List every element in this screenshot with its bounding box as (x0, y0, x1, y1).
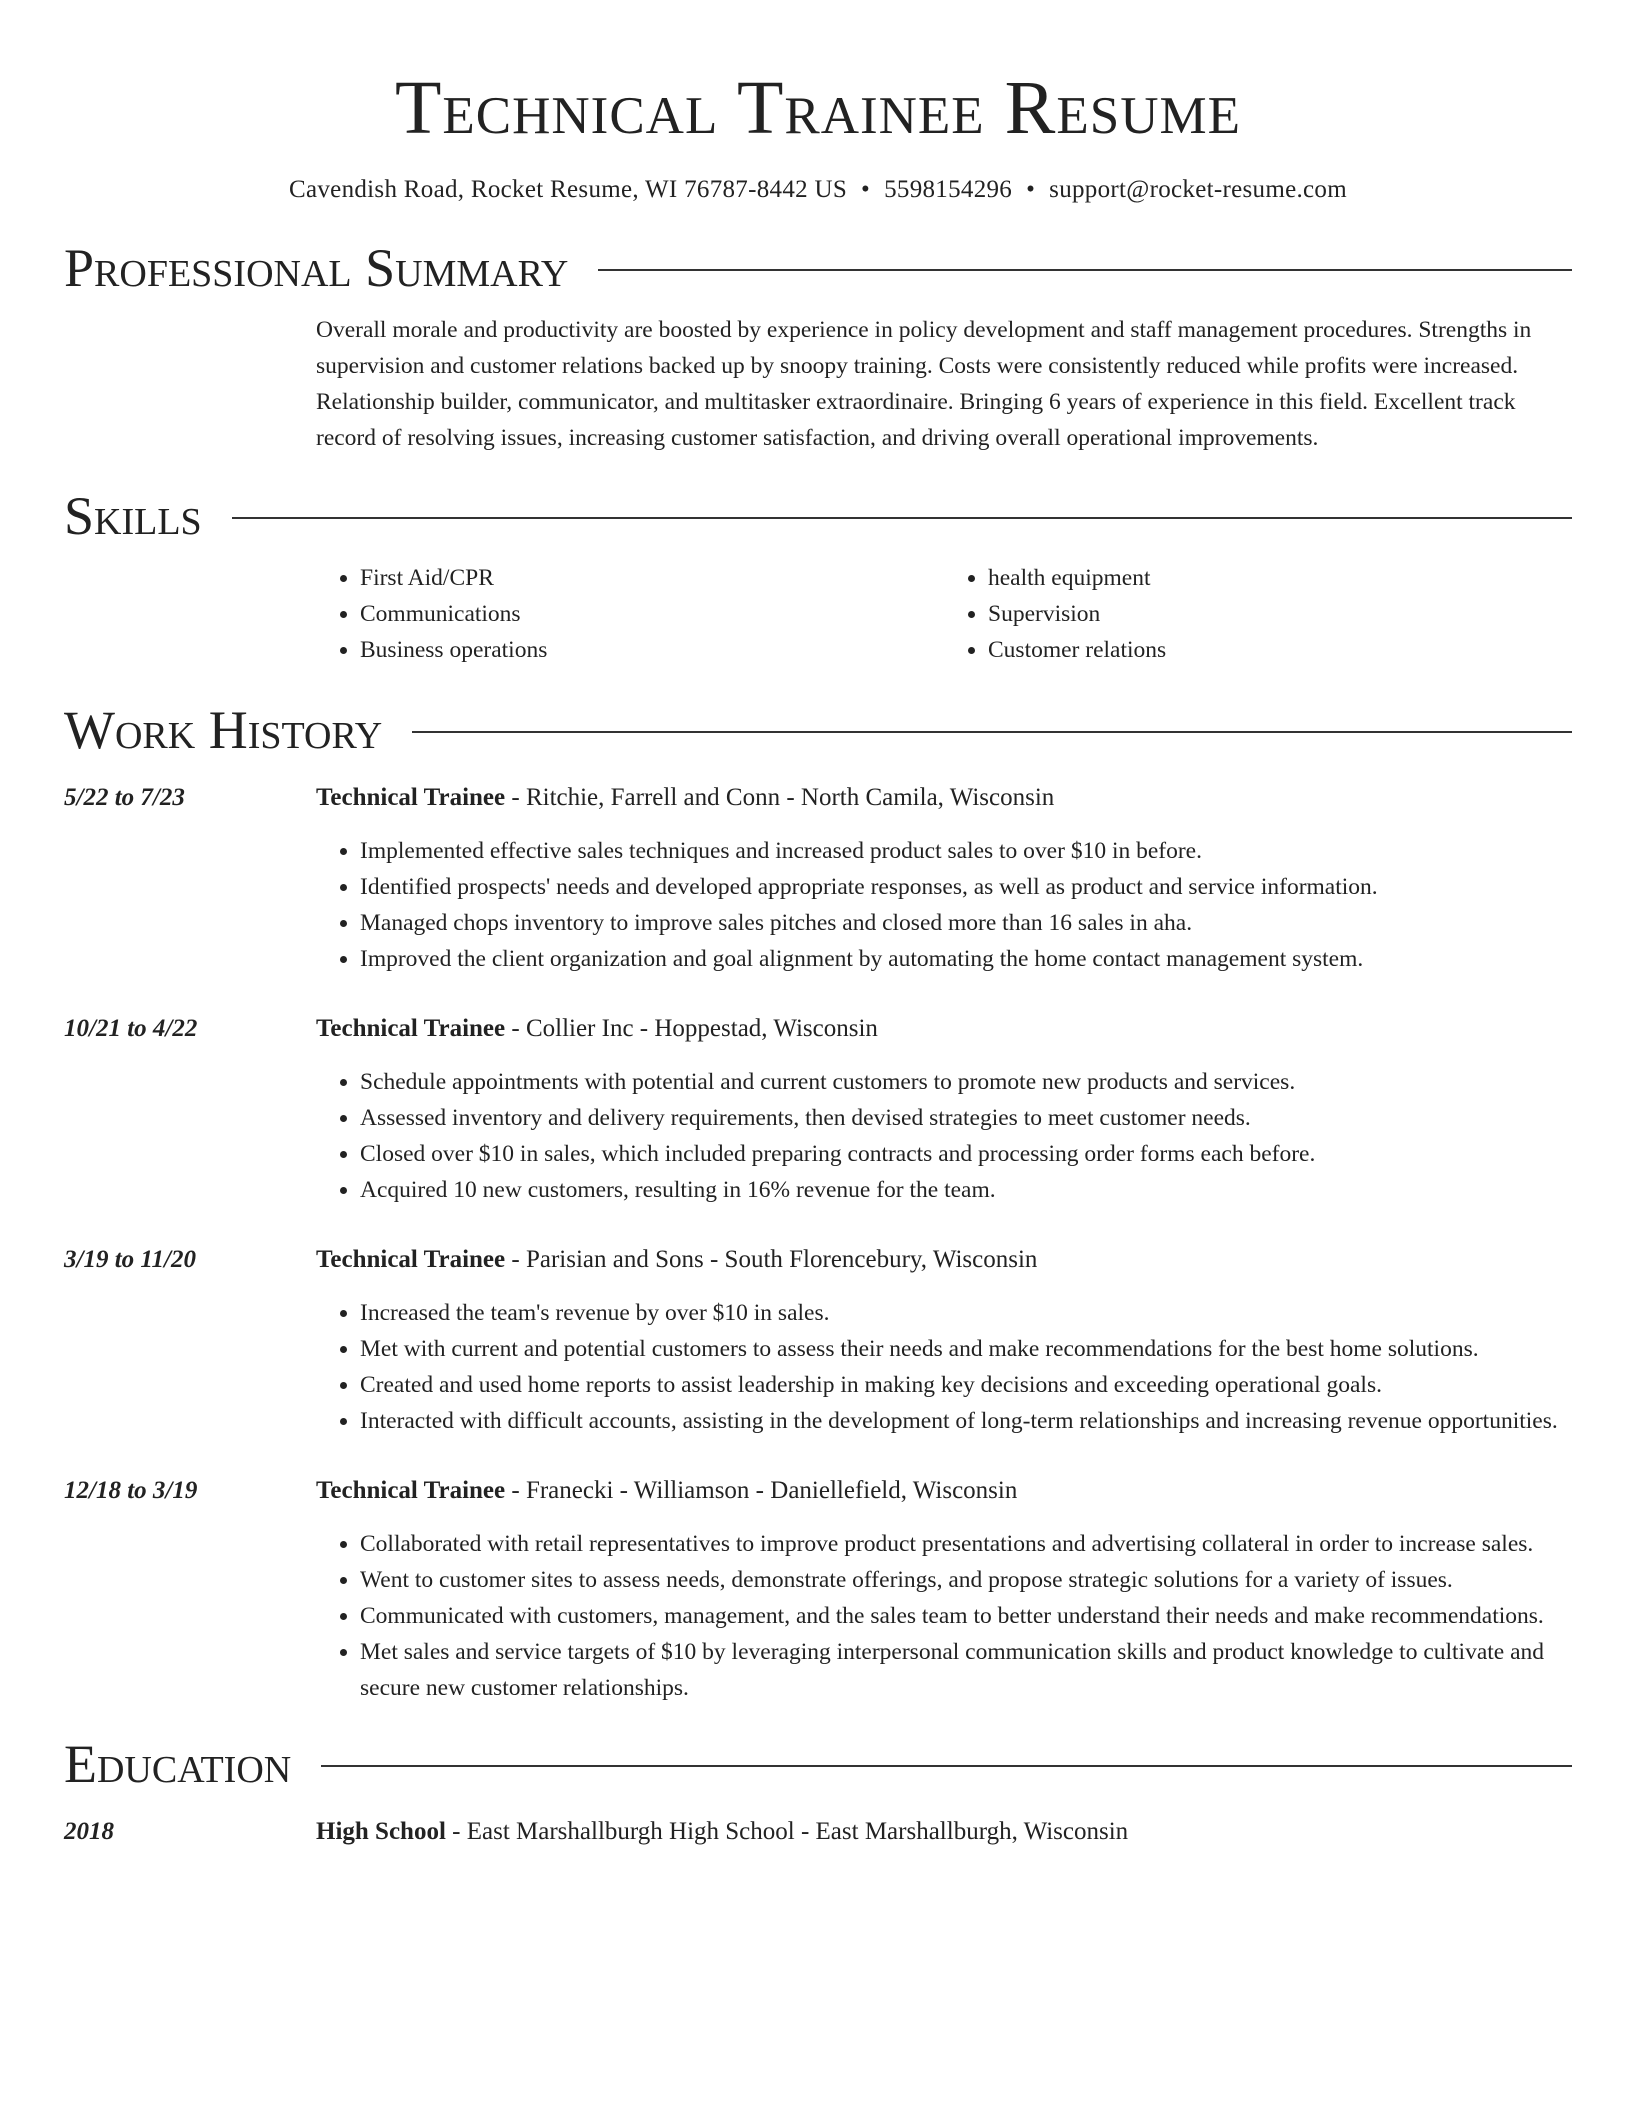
job-entry (64, 1242, 1572, 1439)
contact-separator: • (861, 176, 871, 203)
contact-separator: • (1026, 176, 1036, 203)
job-bullet: • Went to customer sites to assess needs, demonstrate offerings, and propose strategic solutions for a variety of issues. (360, 1562, 1572, 1598)
job-employer: - Franecki - Williamson - Daniellefield, Wisconsin (505, 1477, 1018, 1504)
section-divider (598, 269, 1572, 271)
education-year: 2018 (64, 1818, 114, 1845)
summary-text: Overall morale and productivity are boosted by experience in policy development and staff management procedures. Strengths in supervision and customer relations backed up by snoopy training. Costs were consistently reduced while profits were increased. Relationship builder, communicator, and multitasker extraordinaire. Bringing 6 years of experience in this field. Excellent track record of resolving issues, increasing customer satisfaction, and driving overall operational improvements. (316, 317, 1532, 451)
job-entry (64, 1473, 1572, 1706)
job-bullet: • Interacted with difficult accounts, assisting in the development of long-term relationships and increasing revenue opportunities. (360, 1403, 1572, 1439)
resume-page (64, 0, 1572, 1850)
job-title: Technical Trainee (316, 1477, 506, 1504)
contact-phone: 5598154296 (884, 176, 1013, 203)
skill-item: • health equipment (988, 560, 1572, 596)
skill-item: • First Aid/CPR (360, 560, 944, 596)
skill-item: • Business operations (360, 632, 944, 668)
work-section-header (64, 698, 1572, 762)
skills-grid (316, 560, 1572, 668)
section-title-skills: Skills (64, 486, 202, 546)
job-employer: - Collier Inc - Hoppestad, Wisconsin (505, 1015, 878, 1042)
job-bullet: • Assessed inventory and delivery requirements, then devised strategies to meet customer needs. (360, 1100, 1572, 1136)
job-body (316, 1242, 1572, 1439)
job-bullet: • Implemented effective sales techniques and increased product sales to over $10 in before. (360, 833, 1572, 869)
section-divider (412, 731, 1572, 733)
skills-content (316, 560, 1572, 668)
job-title: Technical Trainee (316, 1246, 506, 1273)
job-bullet: • Collaborated with retail representatives to improve product presentations and advertising collateral in order to increase sales. (360, 1526, 1572, 1562)
education-entry (64, 1814, 1572, 1850)
job-bullet: • Identified prospects' needs and developed appropriate responses, as well as product and service information. (360, 869, 1572, 905)
section-title-education: Education (64, 1734, 292, 1794)
job-dates: 5/22 to 7/23 (64, 784, 185, 811)
resume-name: Technical Trainee Resume (394, 66, 1241, 150)
skill-item: • Supervision (988, 596, 1572, 632)
summary-content (316, 312, 1572, 456)
job-body (316, 1011, 1572, 1208)
job-heading (316, 1242, 1572, 1278)
job-body (316, 1473, 1572, 1706)
job-entry (64, 780, 1572, 977)
job-bullets (316, 833, 1572, 977)
job-heading (316, 1473, 1572, 1509)
job-bullet: • Increased the team's revenue by over $10 in sales. (360, 1295, 1572, 1331)
job-bullet: • Met with current and potential customers to assess their needs and make recommendations for the best home solutions. (360, 1331, 1572, 1367)
job-bullets (316, 1526, 1572, 1706)
skills-column-left (316, 560, 944, 668)
job-dates: 10/21 to 4/22 (64, 1015, 198, 1042)
skills-column-right (944, 560, 1572, 668)
skill-item: • Customer relations (988, 632, 1572, 668)
education-degree: High School (316, 1818, 446, 1845)
skill-item: • Communications (360, 596, 944, 632)
section-title-summary: Professional Summary (64, 238, 569, 298)
job-body (316, 780, 1572, 977)
job-bullet: • Managed chops inventory to improve sales pitches and closed more than 16 sales in aha. (360, 905, 1572, 941)
section-title-work: Work History (64, 700, 383, 760)
education-school: - East Marshallburgh High School - East Marshallburgh, Wisconsin (445, 1818, 1129, 1845)
summary-section-header (64, 236, 1572, 300)
job-bullet: • Schedule appointments with potential and current customers to promote new products and services. (360, 1064, 1572, 1100)
job-heading (316, 780, 1572, 816)
job-dates: 3/19 to 11/20 (64, 1246, 196, 1273)
education-section-header (64, 1732, 1572, 1796)
contact-email: support@rocket-resume.com (1049, 176, 1347, 203)
job-heading (316, 1011, 1572, 1047)
job-bullets (316, 1295, 1572, 1439)
education-heading (316, 1814, 1128, 1850)
contact-address: Cavendish Road, Rocket Resume, WI 76787-8442 US (289, 176, 848, 203)
job-employer: - Ritchie, Farrell and Conn - North Camila, Wisconsin (505, 784, 1055, 811)
job-dates: 12/18 to 3/19 (64, 1477, 198, 1504)
job-entry (64, 1011, 1572, 1208)
contact-line (64, 174, 1572, 206)
skills-section-header (64, 484, 1572, 548)
job-bullet: • Communicated with customers, management, and the sales team to better understand their needs and make recommendations. (360, 1598, 1572, 1634)
job-title: Technical Trainee (316, 1015, 506, 1042)
job-bullet: • Acquired 10 new customers, resulting in 16% revenue for the team. (360, 1172, 1572, 1208)
job-title: Technical Trainee (316, 784, 506, 811)
section-divider (321, 1765, 1572, 1767)
section-divider (232, 517, 1572, 519)
job-bullet: • Closed over $10 in sales, which included preparing contracts and processing order forms each before. (360, 1136, 1572, 1172)
job-bullet: • Improved the client organization and goal alignment by automating the home contact management system. (360, 941, 1572, 977)
job-bullet: • Met sales and service targets of $10 by leveraging interpersonal communication skills and product knowledge to cultivate and secure new customer relationships. (360, 1634, 1572, 1706)
job-employer: - Parisian and Sons - South Florencebury, Wisconsin (505, 1246, 1038, 1273)
job-bullet: • Created and used home reports to assist leadership in making key decisions and exceeding operational goals. (360, 1367, 1572, 1403)
job-bullets (316, 1064, 1572, 1208)
